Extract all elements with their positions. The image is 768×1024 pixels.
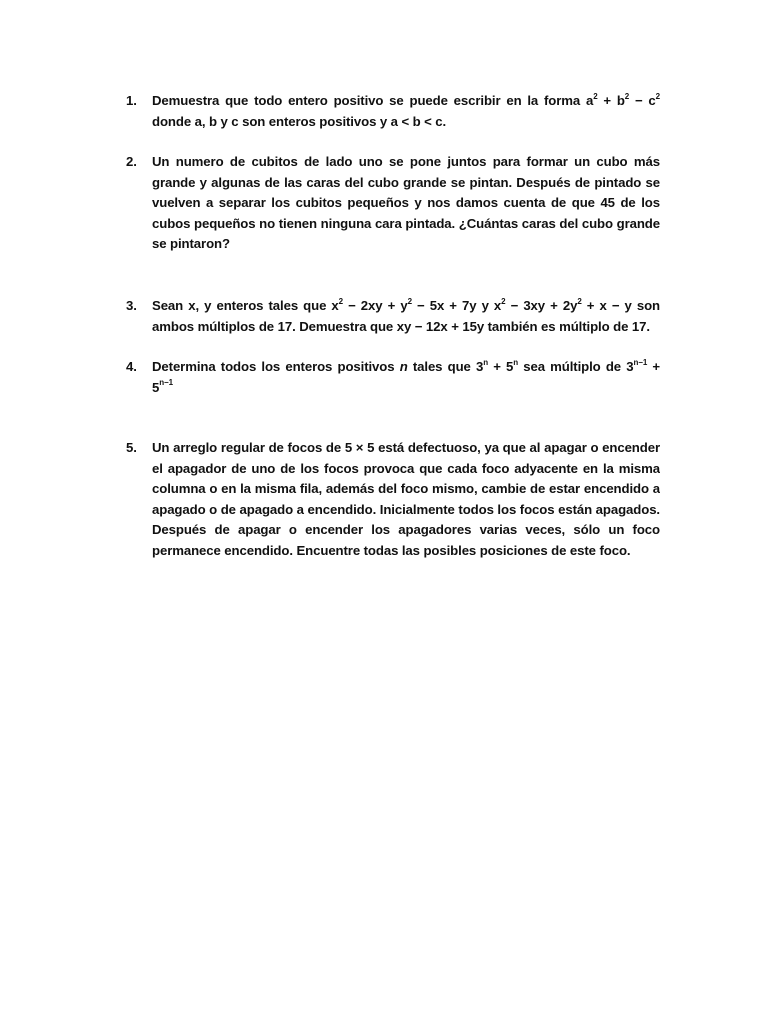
problem-line: apagado o de apagado a encendido. Inicialmente todos los focos están apagados. [152,501,660,517]
problem-number: 3. [126,298,137,313]
problem-line: Demuestra que todo entero positivo se puede escribir en la forma $a^2 + b^2 - c^2$ [152,91,660,108]
problem-line: permanece encendido. Encuentre todas las posibles posiciones de este foco. [152,542,631,558]
problem-number: 5. [126,440,137,455]
problem-line: Después de apagar o encender los apagadores varias veces, sólo un foco [152,522,660,537]
problem-number: 2. [126,154,137,169]
problem-line: Un arreglo regular de focos de 5 × 5 está defectuoso, ya que al apagar o encender [152,440,660,455]
problem-line: Sean x, y enteros tales que $x^2 - 2xy + y^2 - 5x + 7y$ y $x^2 - 3xy + 2y^2 + x - y$ son [152,296,660,313]
problem-text [152,357,660,398]
problem-line: el apagador de uno de los focos provoca que cada foco adyacente en la misma [152,460,660,476]
problem-line: vuelven a separar los cubitos pequeños y nos damos cuenta de que 45 de los [152,195,660,210]
problem-line: ambos múltiplos de 17. Demuestra que xy − 12x + 15y también es múltiplo de 17. [152,318,650,334]
problem-line: columna o en la misma fila, además del foco mismo, cambie de estar encendido a [152,481,660,496]
problem-line: cubos pequeños no tienen ninguna cara pintada. ¿Cuántas caras del cubo grande [152,215,660,231]
problem-line: Un numero de cubitos de lado uno se pone juntos para formar un cubo más [152,154,660,169]
problem-number: 4. [126,359,137,374]
problem-text [152,91,660,132]
problem-text [152,152,660,255]
problem-line: donde a, b y c son enteros positivos y a < b < c. [152,113,447,129]
problem-line: Determina todos los enteros positivos n tales que $3^n + 5^n$ sea múltiplo de $3^{n-1}$ + [152,357,660,374]
problem-number: 1. [126,93,137,108]
problem-line: $5^{n-1}$ [152,378,173,395]
problem-line: se pintaron? [152,236,230,251]
problem-text [152,438,660,561]
problem-text [152,296,660,337]
problem-line: grande y algunas de las caras del cubo grande se pintan. Después de pintado se [152,174,660,190]
